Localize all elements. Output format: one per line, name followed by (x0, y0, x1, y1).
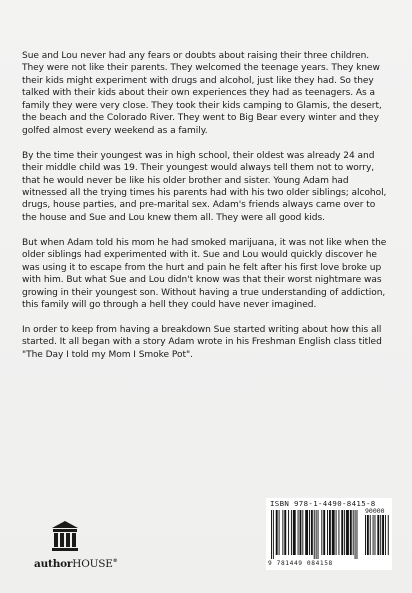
paragraph-3: But when Adam told his mom he had smoked marijuana, it was not like when the older siblings had experimented with it. Sue and Lou would quickly discover he was using it to escape from the hurt and pain he felt after his first love broke up with him. But what Sue and Lou didn't know was that their worst nightmare was growing in their youngest son. Without having a true understanding of addiction, this family will go through a hell they could have never imagined. (22, 237, 387, 311)
paragraph-4: In order to keep from having a breakdown Sue started writing about how this all started. It all began with a story Adam wrote in his Freshman English class titled "The Day I told my Mom I Smoke Pot". (22, 324, 382, 360)
publisher-name: authorHOUSE® (34, 558, 118, 570)
price-addon-label: 90000 (365, 507, 385, 515)
isbn-label: ISBN 978-1-4490-8415-8 (270, 499, 376, 508)
publisher-logo (34, 520, 118, 572)
paragraph-2: By the time their youngest was in high school, their oldest was already 24 and their middle child was 19. Their youngest would always tell them not to worry, that he would never be like his older brother and sister. Young Adam had witnessed all the trying times his parents had with his two older siblings; alcohol, drugs, house parties, and pre-marital sex. Adam's friends always came over to the house and Sue and Lou knew them all. They were all good kids. (22, 150, 387, 223)
blurb (22, 50, 392, 374)
ean-number: 9 781449 084158 (268, 560, 333, 567)
authorhouse-logo-icon (50, 520, 80, 552)
addon-barcode-bars (365, 515, 389, 559)
isbn-barcode (266, 498, 392, 570)
ean-barcode-bars (271, 510, 361, 559)
paragraph-1: Sue and Lou never had any fears or doubts about raising their three children. They were not like their parents. They welcomed the teenage years. They knew their kids might experiment with drugs and alcohol, just like they had. So they talked with their kids about their own experiences they had as teenagers. As a family they were very close. They took their kids camping to Glamis, the desert, the beach and the Colorado River. They went to Big Bear every winter and they golfed almost every weekend as a family. (22, 51, 382, 136)
